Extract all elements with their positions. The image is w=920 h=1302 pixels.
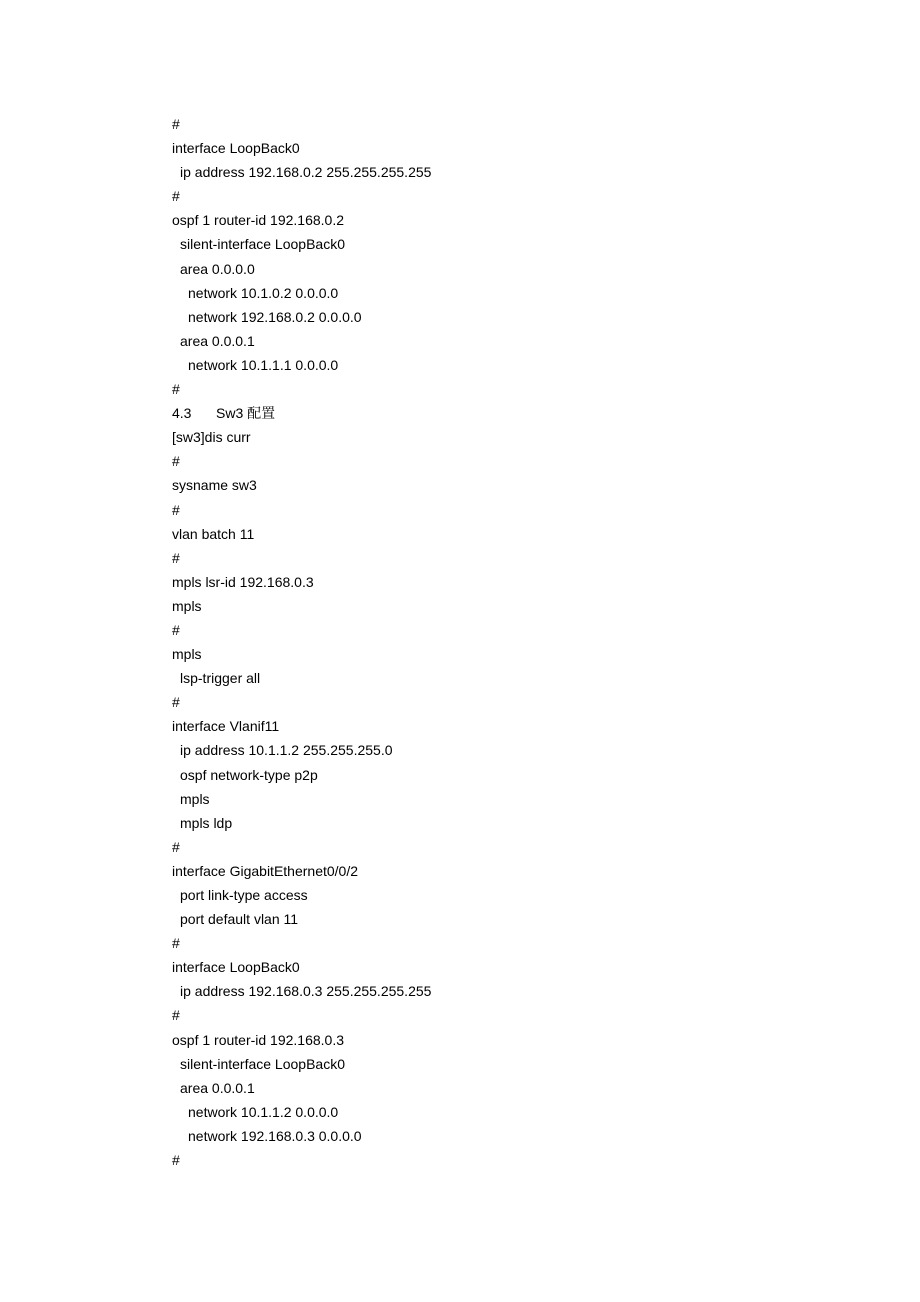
config-line: network 10.1.1.1 0.0.0.0 — [188, 356, 339, 373]
config-line: # — [172, 188, 180, 205]
config-line: ip address 192.168.0.3 255.255.255.255 — [180, 983, 432, 1000]
config-line: ospf network-type p2p — [180, 766, 318, 783]
config-line: # — [172, 838, 180, 855]
config-line: mpls lsr-id 192.168.0.3 — [172, 573, 314, 590]
config-line: [sw3]dis curr — [172, 429, 251, 446]
config-line: network 10.1.0.2 0.0.0.0 — [188, 284, 339, 301]
config-line: interface Vlanif11 — [172, 718, 280, 735]
config-line: area 0.0.0.0 — [180, 260, 255, 277]
section-number: 4.3 — [172, 405, 192, 422]
config-line: ospf 1 router-id 192.168.0.3 — [172, 1031, 345, 1048]
config-line: interface LoopBack0 — [172, 140, 300, 157]
config-line: mpls — [172, 597, 202, 614]
config-line: lsp-trigger all — [180, 670, 261, 687]
config-line: # — [172, 1007, 180, 1024]
section-title: Sw3 配置 — [216, 405, 276, 422]
sw3-config — [172, 425, 772, 1172]
config-listing — [172, 112, 772, 1172]
config-line: interface GigabitEthernet0/0/2 — [172, 862, 359, 879]
config-line: # — [172, 381, 180, 398]
config-line: sysname sw3 — [172, 477, 257, 494]
config-line: port link-type access — [180, 887, 308, 903]
sw2-config-tail — [172, 112, 772, 401]
config-line: interface LoopBack0 — [172, 959, 300, 976]
config-line: network 192.168.0.2 0.0.0.0 — [188, 308, 362, 325]
config-line: # — [172, 935, 180, 952]
config-line: # — [172, 453, 180, 470]
config-line: network 192.168.0.3 0.0.0.0 — [188, 1127, 362, 1144]
config-line: silent-interface LoopBack0 — [180, 1055, 345, 1072]
config-line: mpls ldp — [180, 814, 233, 831]
config-line: ip address 192.168.0.2 255.255.255.255 — [180, 164, 432, 181]
config-line: # — [172, 621, 180, 638]
config-line: mpls — [180, 790, 210, 807]
config-line: port default vlan 11 — [180, 911, 299, 928]
config-line: ospf 1 router-id 192.168.0.2 — [172, 212, 345, 229]
section-heading — [172, 401, 772, 425]
config-line: # — [172, 1152, 180, 1169]
config-line: vlan batch 11 — [172, 525, 255, 542]
config-line: # — [172, 116, 180, 132]
config-line: ip address 10.1.1.2 255.255.255.0 — [180, 742, 393, 759]
config-line: area 0.0.0.1 — [180, 332, 255, 349]
config-line: # — [172, 501, 180, 518]
config-line: area 0.0.0.1 — [180, 1079, 255, 1096]
config-line: # — [172, 549, 180, 566]
config-line: silent-interface LoopBack0 — [180, 236, 345, 253]
config-line: # — [172, 694, 180, 711]
config-line: network 10.1.1.2 0.0.0.0 — [188, 1103, 339, 1120]
config-line: mpls — [172, 646, 202, 663]
